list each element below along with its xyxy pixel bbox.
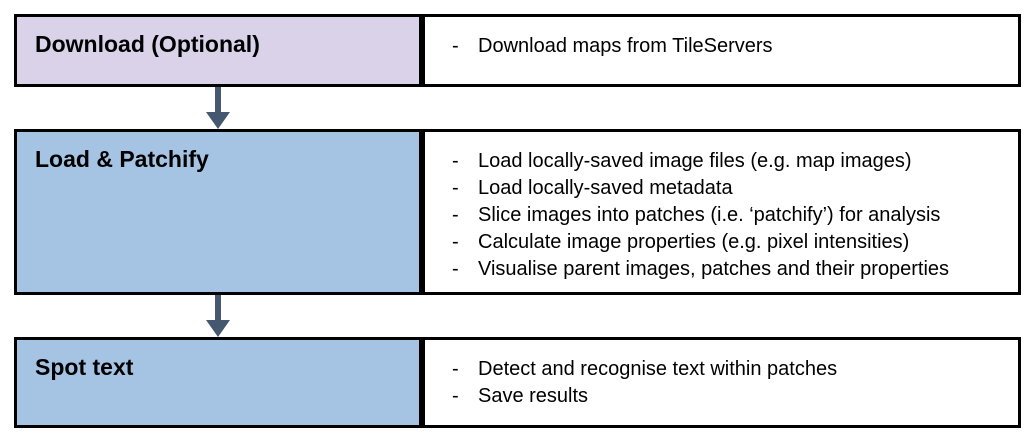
stage-row-download [14,14,1021,87]
bullet-text: Detect and recognise text within patches [478,358,838,380]
bullet-text: Slice images into patches (i.e. ‘patchify’) for analysis [478,204,941,226]
bullet-text: Calculate image properties (e.g. pixel intensities) [478,231,910,253]
stage-label: Load & Patchify [35,146,209,172]
stage-row-load-patchify [14,129,1021,295]
bullet-text: Download maps from TileServers [478,35,773,57]
stage-desc-cell-load-patchify [422,129,1021,295]
stage-row-spot-text [14,337,1021,428]
bullet-dash: - [452,204,459,226]
bullet-dash: - [452,231,459,253]
stage-desc-cell-download [422,14,1021,87]
bullet-item [452,356,1004,383]
bullet-dash: - [452,150,459,172]
bullet-dash: - [452,177,459,199]
bullet-dash: - [452,358,459,380]
stage-label-cell-spot-text [14,337,422,428]
bullet-dash: - [452,385,459,407]
bullet-item [452,229,1004,256]
bullet-text: Load locally-saved metadata [478,177,733,199]
stage-label: Spot text [35,354,134,380]
stage-label-cell-load-patchify [14,129,422,295]
arrow-stem [215,87,221,112]
bullet-text: Save results [478,385,589,407]
bullet-dash: - [452,35,459,57]
bullet-item [452,148,1004,175]
arrow-down-icon [206,295,230,337]
bullet-text: Visualise parent images, patches and their properties [478,258,950,280]
bullet-item [452,33,1004,60]
bullet-item [452,256,1004,283]
arrow-head [206,112,230,129]
bullet-text: Load locally-saved image files (e.g. map images) [478,150,912,172]
bullet-item [452,383,1004,410]
arrow-down-icon [206,87,230,129]
arrow-head [206,320,230,337]
bullet-item [452,202,1004,229]
arrow-stem [215,295,221,320]
stage-label-cell-download [14,14,422,87]
stage-desc-cell-spot-text [422,337,1021,428]
bullet-item [452,175,1004,202]
bullet-dash: - [452,258,459,280]
stage-label: Download (Optional) [35,31,260,57]
